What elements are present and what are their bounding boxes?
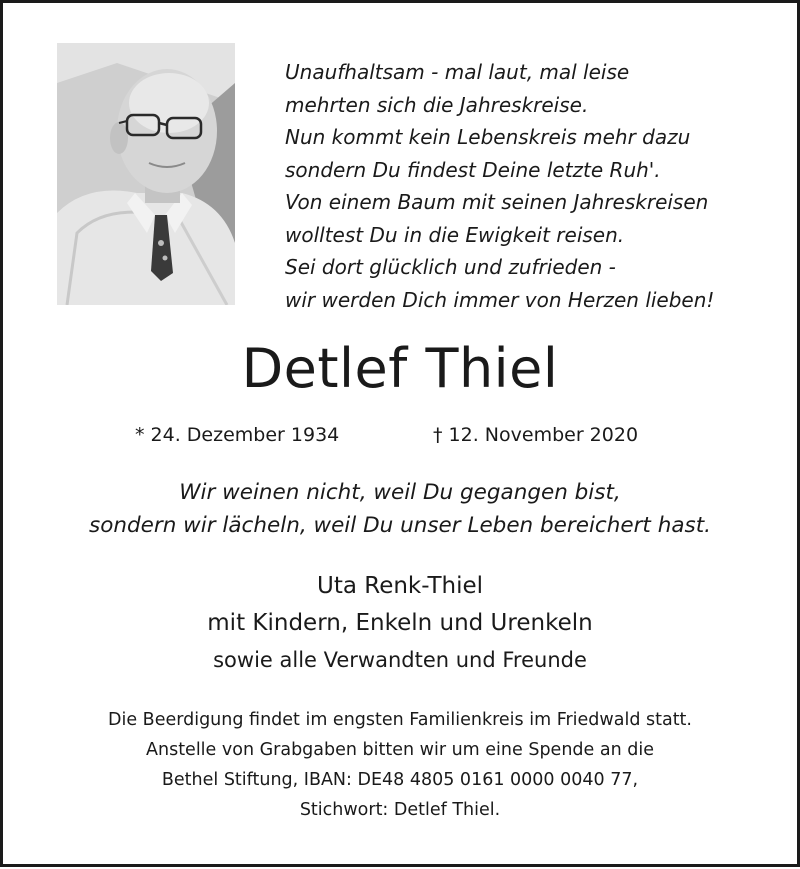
mourner-descendants: mit Kindern, Enkeln und Urenkeln — [207, 610, 593, 636]
poem-line: wir werden Dich immer von Herzen lieben! — [285, 287, 715, 312]
notice-line: Stichwort: Detlef Thiel. — [299, 800, 501, 820]
funeral-notice — [0, 705, 800, 825]
mourner-relatives: sowie alle Verwandten und Freunde — [213, 648, 587, 672]
poem-line: Von einem Baum mit seinen Jahreskreisen — [285, 190, 709, 214]
death-date: † 12. November 2020 — [433, 424, 639, 446]
notice-line: Die Beerdigung findet im engsten Familienkreis im Friedwald statt. — [108, 710, 692, 730]
notice-line: Bethel Stiftung, IBAN: DE48 4805 0161 0000 0040 77, — [161, 770, 639, 790]
poem-line: wolltest Du in die Ewigkeit reisen. — [285, 222, 625, 247]
mourner-primary: Uta Renk-Thiel — [317, 573, 483, 599]
notice-line: Anstelle von Grabgaben bitten wir um eine Spende an die — [146, 740, 654, 760]
poem-line: sondern Du findest Deine letzte Ruh'. — [285, 157, 661, 182]
poem-line: Sei dort glücklich und zufrieden - — [285, 255, 616, 279]
quote-line: Wir weinen nicht, weil Du gegangen bist, — [179, 480, 621, 505]
deceased-name: Detlef Thiel — [241, 337, 559, 400]
memorial-quote — [0, 476, 800, 542]
poem-line: mehrten sich die Jahreskreise. — [285, 92, 589, 117]
portrait-illustration — [57, 43, 235, 305]
quote-line: sondern wir lächeln, weil Du unser Leben bereichert hast. — [89, 513, 711, 538]
mourners — [0, 568, 800, 679]
poem-line: Nun kommt kein Lebenskreis mehr dazu — [285, 125, 691, 149]
poem — [285, 56, 755, 316]
poem-line: Unaufhaltsam - mal laut, mal leise — [285, 60, 630, 84]
birth-date: * 24. Dezember 1934 — [135, 424, 340, 446]
portrait-photo — [57, 43, 235, 305]
